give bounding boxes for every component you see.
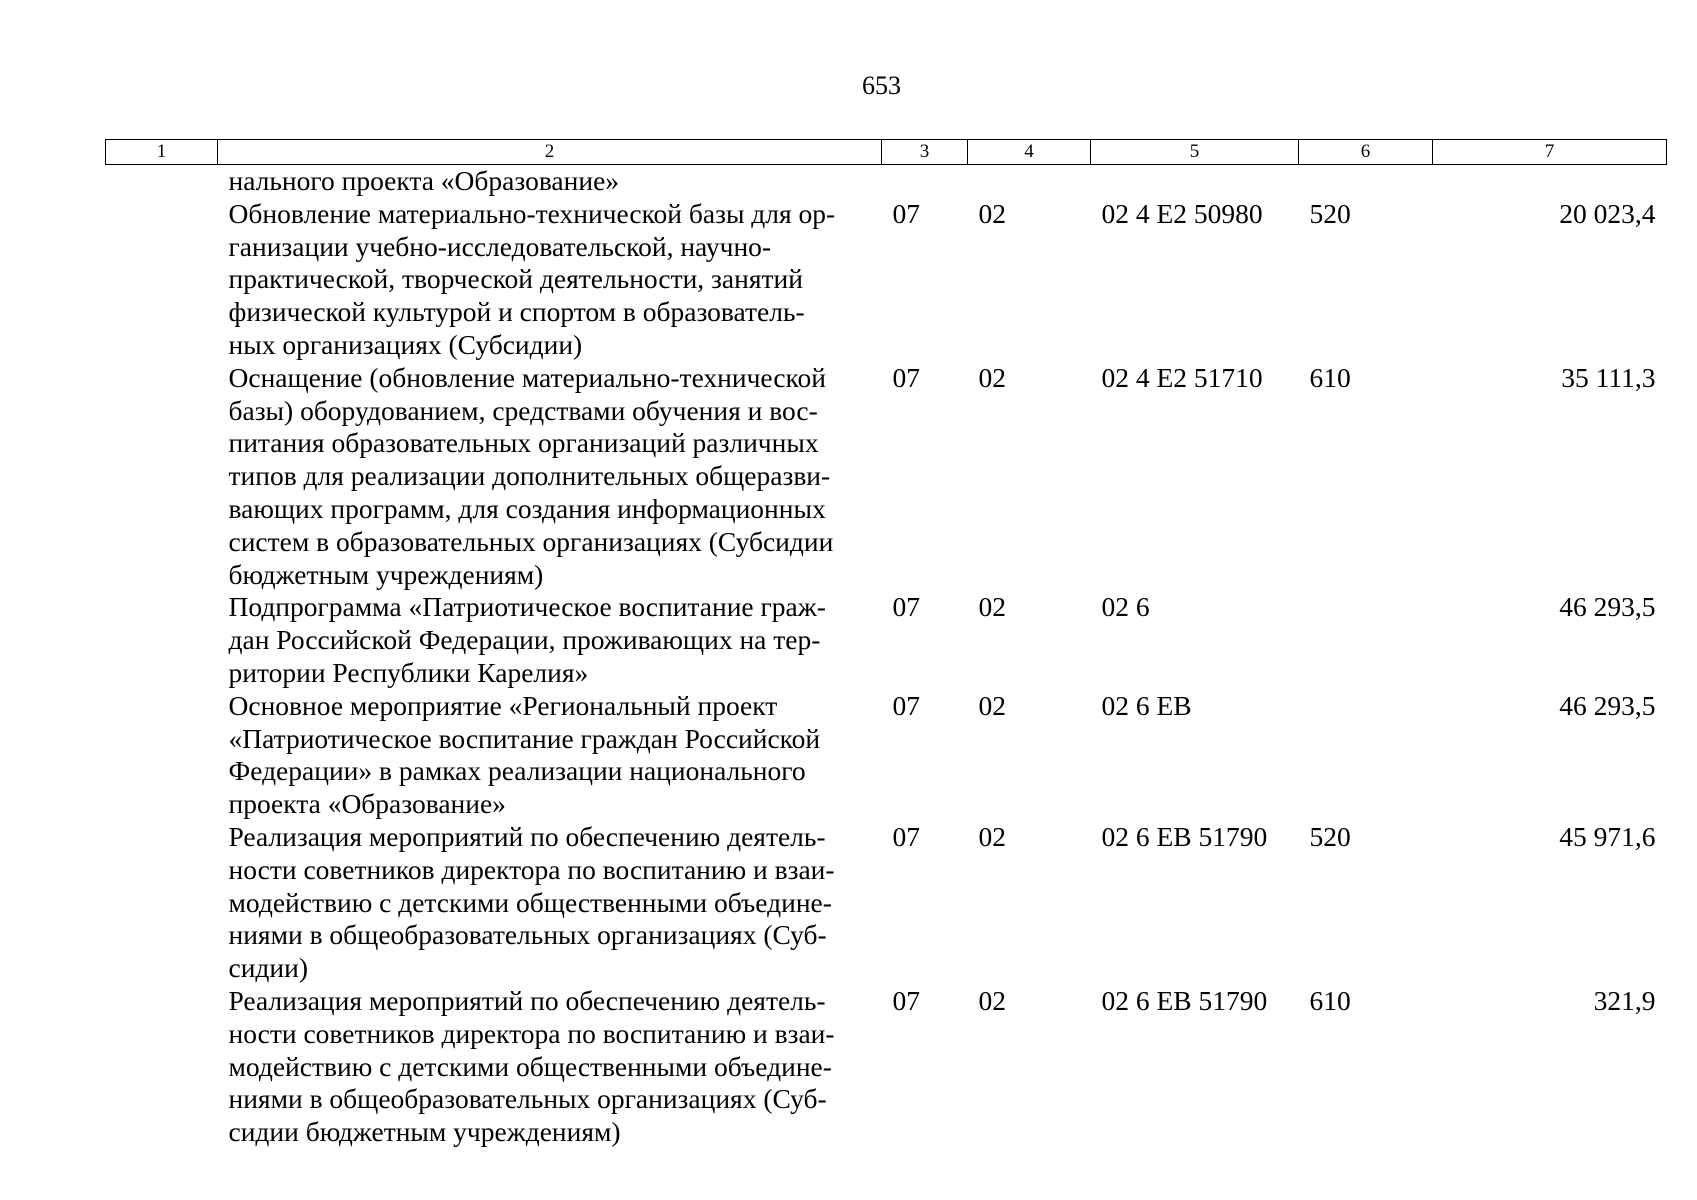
row-number-cell — [106, 198, 218, 362]
row-target-article: 02 4 Е2 50980 — [1101, 197, 1263, 229]
description-line: нального проекта «Образование» — [228, 165, 620, 196]
header-col-5: 5 — [1091, 140, 1299, 165]
row-number-cell — [106, 165, 218, 198]
table-row — [106, 985, 1667, 1149]
row-description — [218, 690, 882, 821]
description-line: бюджетным учреждениям) — [228, 558, 544, 590]
description-line: Реализация мероприятий по обеспечению деятель- — [228, 984, 826, 1016]
description-line: модействию с детскими общественными объедине- — [228, 886, 832, 918]
budget-table — [105, 139, 1667, 1149]
row-amount: 45 971,6 — [1559, 820, 1656, 852]
description-line: ниями в общеобразовательных организациях (Суб- — [228, 919, 827, 951]
row-description — [218, 591, 882, 689]
row-subsection: 02 — [978, 820, 1006, 852]
row-amount — [1433, 165, 1667, 198]
header-col-6: 6 — [1299, 140, 1433, 165]
description-line: модействию с детскими общественными объедине- — [228, 1050, 832, 1082]
table-row — [106, 690, 1667, 821]
description-line: Федерации» в рамках реализации национального — [228, 755, 806, 787]
row-section: 07 — [892, 361, 920, 393]
row-number-cell — [106, 690, 218, 821]
row-expense-type — [1299, 690, 1433, 821]
row-description — [218, 985, 882, 1149]
row-expense-type: 610 — [1309, 984, 1351, 1016]
row-subsection: 02 — [978, 197, 1006, 229]
row-description — [218, 821, 882, 985]
row-subsection: 02 — [978, 689, 1006, 721]
row-target-article: 02 6 ЕВ 51790 — [1101, 820, 1268, 852]
row-expense-type: 610 — [1309, 361, 1351, 393]
description-line: ниями в общеобразовательных организациях (Суб- — [228, 1083, 827, 1115]
row-section: 07 — [892, 820, 920, 852]
row-description — [218, 198, 882, 362]
row-amount: 46 293,5 — [1559, 689, 1656, 721]
row-target-article: 02 4 Е2 51710 — [1101, 361, 1263, 393]
description-line: систем в образовательных организациях (Субсидии — [228, 525, 834, 557]
row-number-cell — [106, 821, 218, 985]
description-line: Основное мероприятие «Региональный проект — [228, 689, 778, 721]
description-line: питания образовательных организаций различных — [228, 427, 819, 459]
row-number-cell — [106, 985, 218, 1149]
header-col-7: 7 — [1433, 140, 1667, 165]
row-expense-type: 520 — [1309, 820, 1351, 852]
table-row — [106, 165, 1667, 198]
description-line: Подпрограмма «Патриотическое воспитание граж- — [228, 591, 826, 623]
row-section: 07 — [892, 984, 920, 1016]
description-line: ганизации учебно-исследовательской, научно- — [228, 230, 772, 262]
row-section: 07 — [892, 197, 920, 229]
description-line: типов для реализации дополнительных общеразви- — [228, 460, 831, 492]
description-line: вающих программ, для создания информационных — [228, 492, 826, 524]
row-target-article: 02 6 ЕВ 51790 — [1101, 984, 1268, 1016]
description-line: проекта «Образование» — [228, 788, 506, 820]
page-number: 653 — [862, 71, 901, 100]
row-amount: 321,9 — [1593, 984, 1656, 1016]
table-row — [106, 591, 1667, 689]
description-line: дан Российской Федерации, проживающих на тер- — [228, 624, 821, 656]
row-amount: 35 111,3 — [1561, 361, 1656, 393]
row-section: 07 — [892, 591, 920, 623]
row-expense-type: 520 — [1309, 197, 1351, 229]
row-number-cell — [106, 591, 218, 689]
row-expense-type — [1299, 591, 1433, 689]
header-row — [106, 140, 1667, 165]
row-section — [882, 165, 968, 198]
header-col-1: 1 — [106, 140, 218, 165]
row-section: 07 — [892, 689, 920, 721]
row-amount: 20 023,4 — [1559, 197, 1656, 229]
description-line: ных организациях (Субсидии) — [228, 328, 583, 360]
row-number-cell — [106, 362, 218, 592]
description-line: физической культурой и спортом в образователь- — [228, 296, 805, 328]
table-body — [106, 165, 1667, 1149]
description-line: базы) оборудованием, средствами обучения и вос- — [228, 394, 818, 426]
row-target-article — [1091, 165, 1299, 198]
row-description — [218, 362, 882, 592]
table-header — [106, 140, 1667, 165]
row-amount: 46 293,5 — [1559, 591, 1656, 623]
table-row — [106, 362, 1667, 592]
row-target-article: 02 6 ЕВ — [1101, 689, 1192, 721]
description-line: сидии бюджетным учреждениям) — [228, 1116, 621, 1148]
header-col-2: 2 — [218, 140, 882, 165]
description-line: сидии) — [228, 952, 309, 984]
header-col-4: 4 — [968, 140, 1091, 165]
description-line: практической, творческой деятельности, занятий — [228, 263, 803, 295]
table-row — [106, 821, 1667, 985]
description-line: Обновление материально-технической базы для ор- — [228, 197, 836, 229]
description-line: Оснащение (обновление материально-технической — [228, 361, 826, 393]
description-line: «Патриотическое воспитание граждан Российской — [228, 722, 821, 754]
row-target-article: 02 6 — [1101, 591, 1150, 623]
row-expense-type — [1299, 165, 1433, 198]
row-description — [218, 165, 882, 198]
row-subsection: 02 — [978, 361, 1006, 393]
row-subsection: 02 — [978, 984, 1006, 1016]
header-col-3: 3 — [882, 140, 968, 165]
description-line: ритории Республики Карелия» — [228, 656, 589, 688]
row-subsection — [968, 165, 1091, 198]
row-subsection: 02 — [978, 591, 1006, 623]
description-line: ности советников директора по воспитанию и взаи- — [228, 1017, 835, 1049]
description-line: ности советников директора по воспитанию и взаи- — [228, 853, 835, 885]
table-row — [106, 198, 1667, 362]
description-line: Реализация мероприятий по обеспечению деятель- — [228, 820, 826, 852]
